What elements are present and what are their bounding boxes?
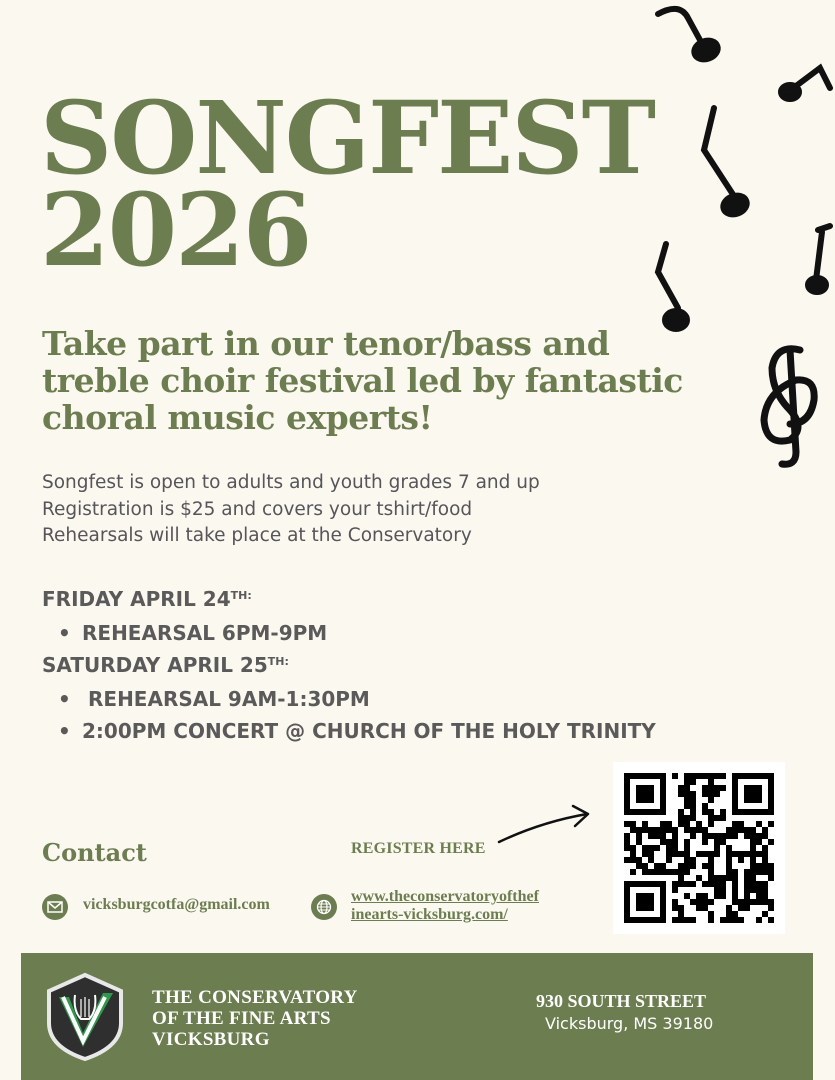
- website-link[interactable]: www.theconservatoryofthef inearts-vicksburg.com/: [351, 888, 539, 923]
- schedule: [42, 585, 656, 749]
- schedule-item: • 2:00PM CONCERT @ CHURCH OF THE HOLY TRINITY: [58, 719, 656, 743]
- music-note-icon: [658, 9, 720, 63]
- event-info: [42, 470, 540, 550]
- schedule-item: • REHEARSAL 6PM-9PM: [58, 621, 328, 645]
- footer-banner: [21, 953, 813, 1080]
- street-address: 930 SOUTH STREET: [536, 991, 707, 1011]
- contact-email[interactable]: vicksburgcotfa@gmail.com: [83, 896, 270, 913]
- register-label: REGISTER HERE: [351, 840, 486, 857]
- qr-code[interactable]: [613, 762, 785, 934]
- schedule-item: • REHEARSAL 9AM-1:30PM: [58, 687, 370, 711]
- event-title: [40, 79, 654, 289]
- info-line: Registration is $25 and covers your tshirt/food: [42, 498, 473, 520]
- city-address: Vicksburg, MS 39180: [545, 1014, 714, 1033]
- treble-clef-icon: [764, 349, 814, 464]
- music-note-icon: [808, 226, 830, 292]
- tagline: Take part in our tenor/bass and treble choir festival led by fantastic choral music experts!: [42, 324, 683, 437]
- schedule-day-friday: FRIDAY APRIL $24^{TH:}$: [42, 587, 252, 611]
- globe-icon: [311, 894, 337, 920]
- info-line: Songfest is open to adults and youth grades 7 and up: [42, 472, 540, 493]
- contact-heading: Contact: [42, 838, 147, 867]
- music-note-icon: [781, 68, 830, 99]
- organization-name: THE CONSERVATORY OF THE FINE ARTS VICKSBURG: [152, 987, 358, 1050]
- title-line-2: 2026: [40, 171, 311, 289]
- music-note-icon: [704, 108, 749, 218]
- schedule-day-saturday: SATURDAY APRIL $25^{TH:}$: [42, 653, 289, 677]
- lyre-logo-icon: [45, 971, 125, 1061]
- music-note-icon: [658, 244, 687, 329]
- email-icon: [42, 894, 68, 920]
- arrow-icon: [495, 802, 595, 848]
- info-line: Rehearsals will take place at the Conservatory: [42, 525, 472, 546]
- title-line-1: SONGFEST: [40, 79, 654, 197]
